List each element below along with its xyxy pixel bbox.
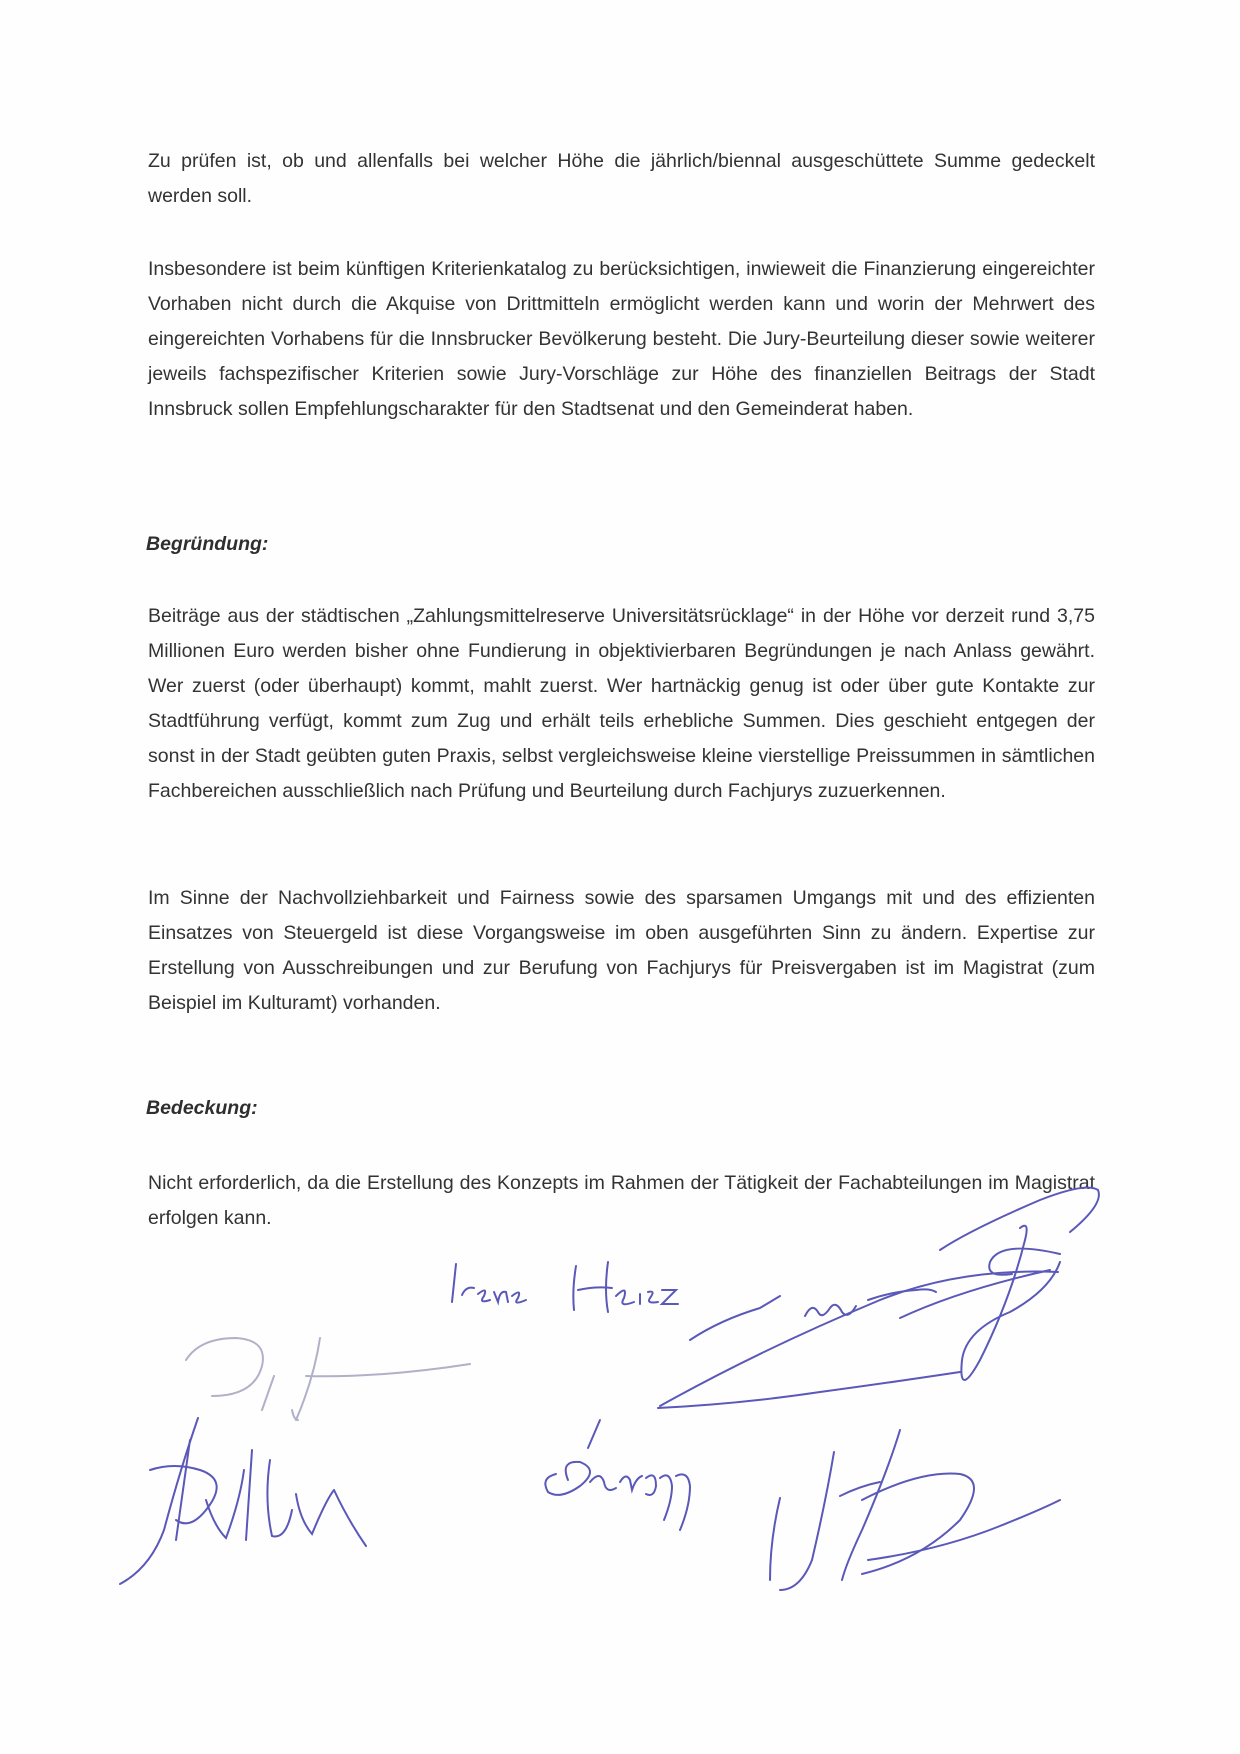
- paragraph-nachvollziehbarkeit: Im Sinne der Nachvollziehbarkeit und Fairness sowie des sparsamen Umgangs mit und des effizienten Einsatzes von Steuergeld ist diese Vorgangsweise im oben ausgeführten Sinn zu ändern. Expertise zur Erstellung von Ausschreibungen und zur Berufung von Fachjurys für Preisvergaben ist im Magistrat (zum Beispiel im Kulturamt) vorhanden.: [148, 887, 1095, 1014]
- paragraph-kriterienkatalog: Insbesondere ist beim künftigen Kriterienkatalog zu berücksichtigen, inwieweit die Finanzierung eingereichter Vorhaben nicht durch die Akquise von Drittmitteln ermöglicht werden kann und worin der Mehrwert des eingereichten Vorhabens für die Innsbrucker Bevölkerung besteht. Die Jury-Beurteilung dieser sowie weiterer jeweils fachspezifischer Kriterien sowie Jury-Vorschläge zur Höhe des finanziellen Beitrags der Stadt Innsbruck sollen Empfehlungscharakter für den Stadtsenat und den Gemeinderat haben.: [148, 258, 1095, 420]
- heading-begruendung: Begründung:: [146, 533, 269, 555]
- signature-irene-heisz: [452, 1262, 678, 1312]
- signature-bottom-right: [770, 1430, 1060, 1590]
- heading-bedeckung: Bedeckung:: [146, 1097, 258, 1119]
- signature-faded-left: [186, 1338, 470, 1420]
- signature-bottom-middle: [545, 1420, 690, 1530]
- signature-bottom-left: [120, 1418, 366, 1584]
- paragraph-zahlungsmittelreserve: Beiträge aus der städtischen „Zahlungsmittelreserve Universitätsrücklage“ in der Höhe vor derzeit rund 3,75 Millionen Euro werden bisher ohne Fundierung in objektivierbaren Begründungen je nach Anlass gewährt. Wer zuerst (oder überhaupt) kommt, mahlt zuerst. Wer hartnäckig genug ist oder über gute Kontakte zur Stadtführung verfügt, kommt zum Zug und erhält teils erhebliche Summen. Dies geschieht entgegen der sonst in der Stadt geübten guten Praxis, selbst vergleichsweise kleine vierstellige Preissummen in sämtlichen Fachbereichen ausschließlich nach Prüfung und Beurteilung durch Fachjurys zuzuerkennen.: [148, 605, 1095, 802]
- paragraph-summe-deckelung: Zu prüfen ist, ob und allenfalls bei welcher Höhe die jährlich/biennal ausgeschüttete Summe gedeckelt werden soll.: [148, 150, 1095, 207]
- paragraph-bedeckung: Nicht erforderlich, da die Erstellung des Konzepts im Rahmen der Tätigkeit der Fachabteilungen im Magistrat erfolgen kann.: [148, 1172, 1095, 1229]
